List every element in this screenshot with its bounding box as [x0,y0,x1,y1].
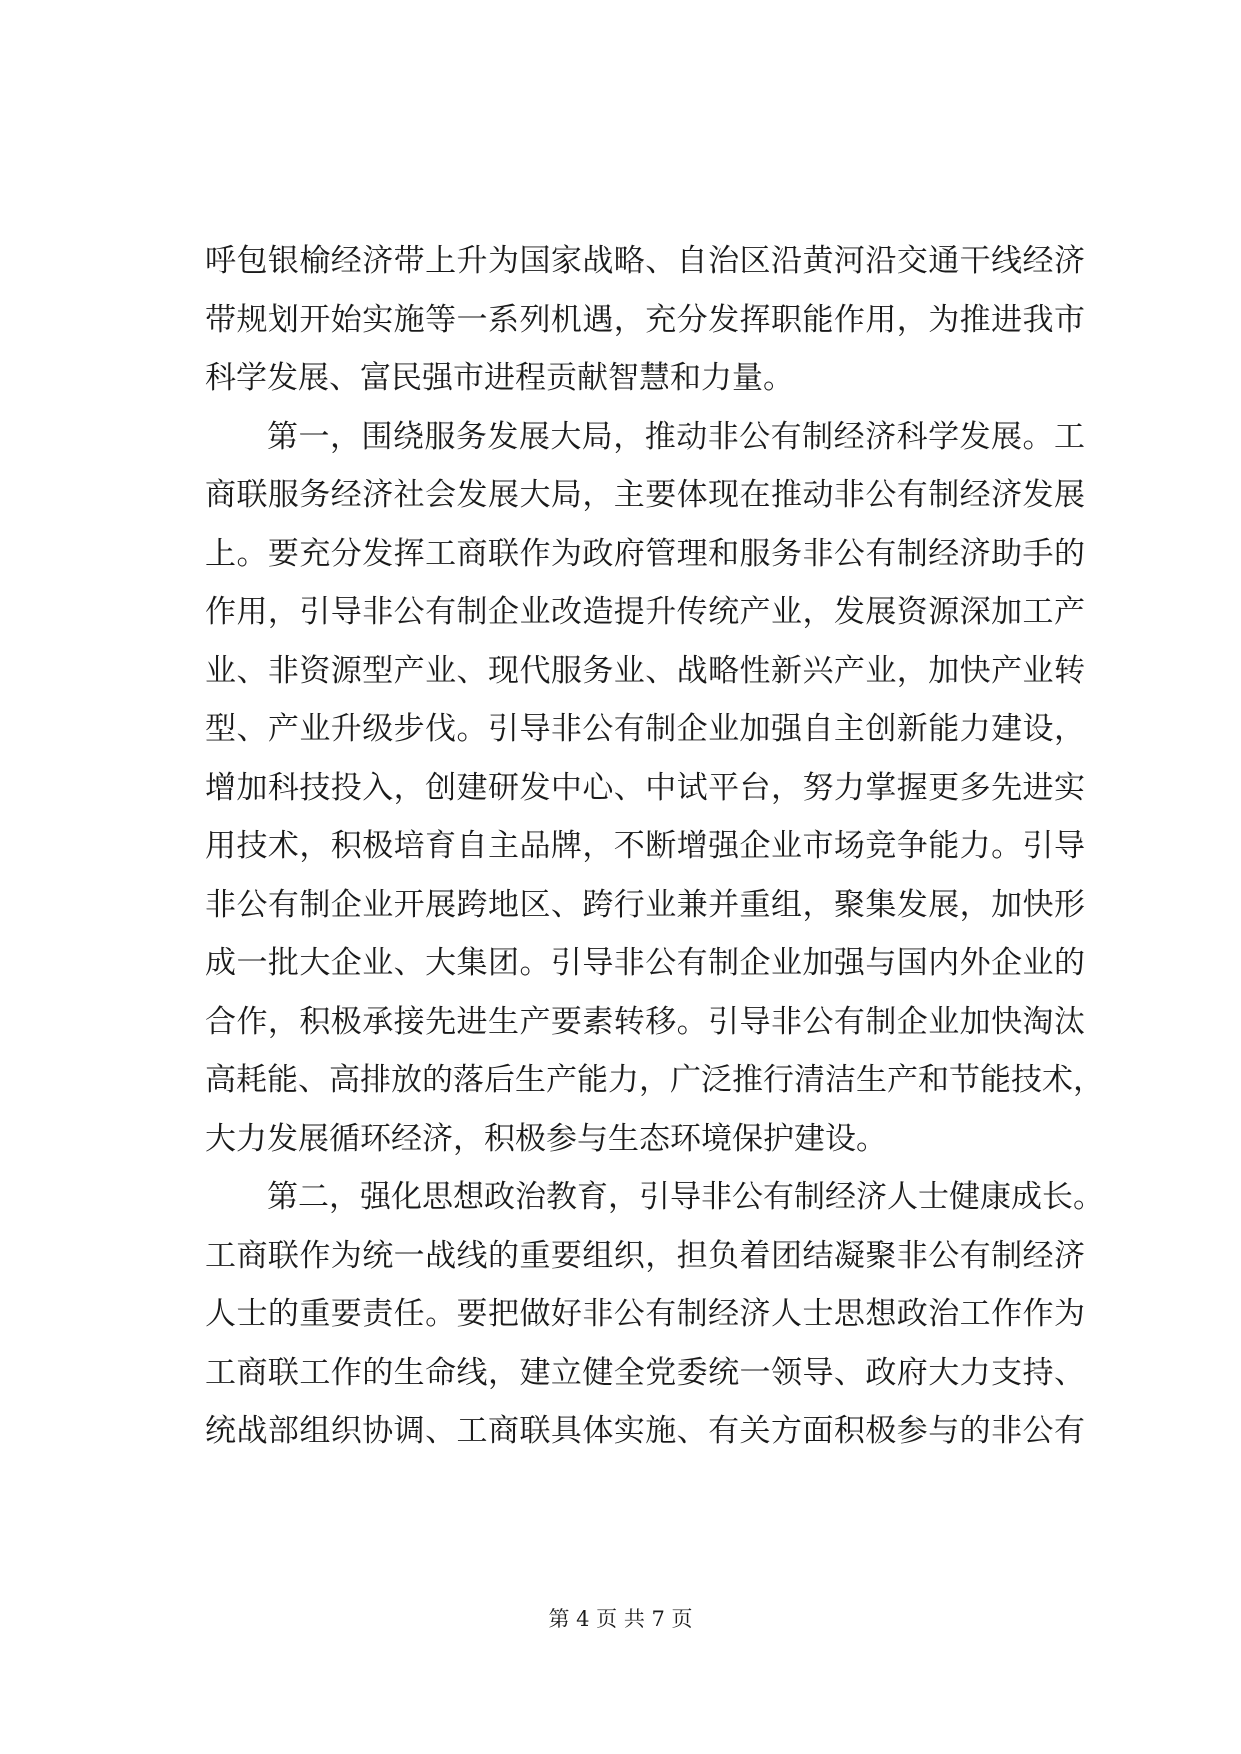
text-line: 第二，强化思想政治教育，引导非公有制经济人士健康成长。 [267,1179,1104,1215]
text-line: 带规划开始实施等一系列机遇，充分发挥职能作用，为推进我市 [205,301,1085,338]
text-line: 工商联工作的生命线，建立健全党委统一领导、政府大力支持、 [205,1354,1085,1391]
paragraph [205,232,1085,408]
text-line: 呼包银榆经济带上升为国家战略、自治区沿黄河沿交通干线经济 [205,243,1085,279]
text-line: 业、非资源型产业、现代服务业、战略性新兴产业，加快产业转 [205,652,1085,689]
text-line: 增加科技投入，创建研发中心、中试平台，努力掌握更多先进实 [205,769,1085,806]
text-line: 成一批大企业、大集团。引导非公有制企业加强与国内外企业的 [205,945,1085,981]
text-line: 人士的重要责任。要把做好非公有制经济人士思想政治工作作为 [205,1296,1085,1332]
text-line: 高耗能、高排放的落后生产能力，广泛推行清洁生产和节能技术， [205,1062,1104,1098]
text-line: 大力发展循环经济，积极参与生态环境保护建设。 [205,1120,887,1157]
paragraph [205,1168,1104,1461]
text-line: 第一，围绕服务发展大局，推动非公有制经济科学发展。工 [267,418,1085,455]
text-line: 合作，积极承接先进生产要素转移。引导非公有制企业加快淘汰 [205,1003,1085,1040]
text-line: 统战部组织协调、工商联具体实施、有关方面积极参与的非公有 [205,1413,1085,1449]
paragraph [205,408,1104,1169]
text-line: 上。要充分发挥工商联作为政府管理和服务非公有制经济助手的 [205,535,1085,572]
text-line: 工商联作为统一战线的重要组织，担负着团结凝聚非公有制经济 [205,1237,1085,1274]
text-line: 型、产业升级步伐。引导非公有制企业加强自主创新能力建设， [205,711,1085,747]
page-number-footer: 第 4 页 共 7 页 [548,1607,693,1631]
text-line: 商联服务经济社会发展大局，主要体现在推动非公有制经济发展 [205,477,1085,513]
text-line: 用技术，积极培育自主品牌，不断增强企业市场竞争能力。引导 [205,828,1085,864]
text-line: 科学发展、富民强市进程贡献智慧和力量。 [205,360,794,396]
document-body [205,232,1104,1461]
text-line: 作用，引导非公有制企业改造提升传统产业，发展资源深加工产 [205,594,1085,630]
text-line: 非公有制企业开展跨地区、跨行业兼并重组，聚集发展，加快形 [205,886,1085,923]
